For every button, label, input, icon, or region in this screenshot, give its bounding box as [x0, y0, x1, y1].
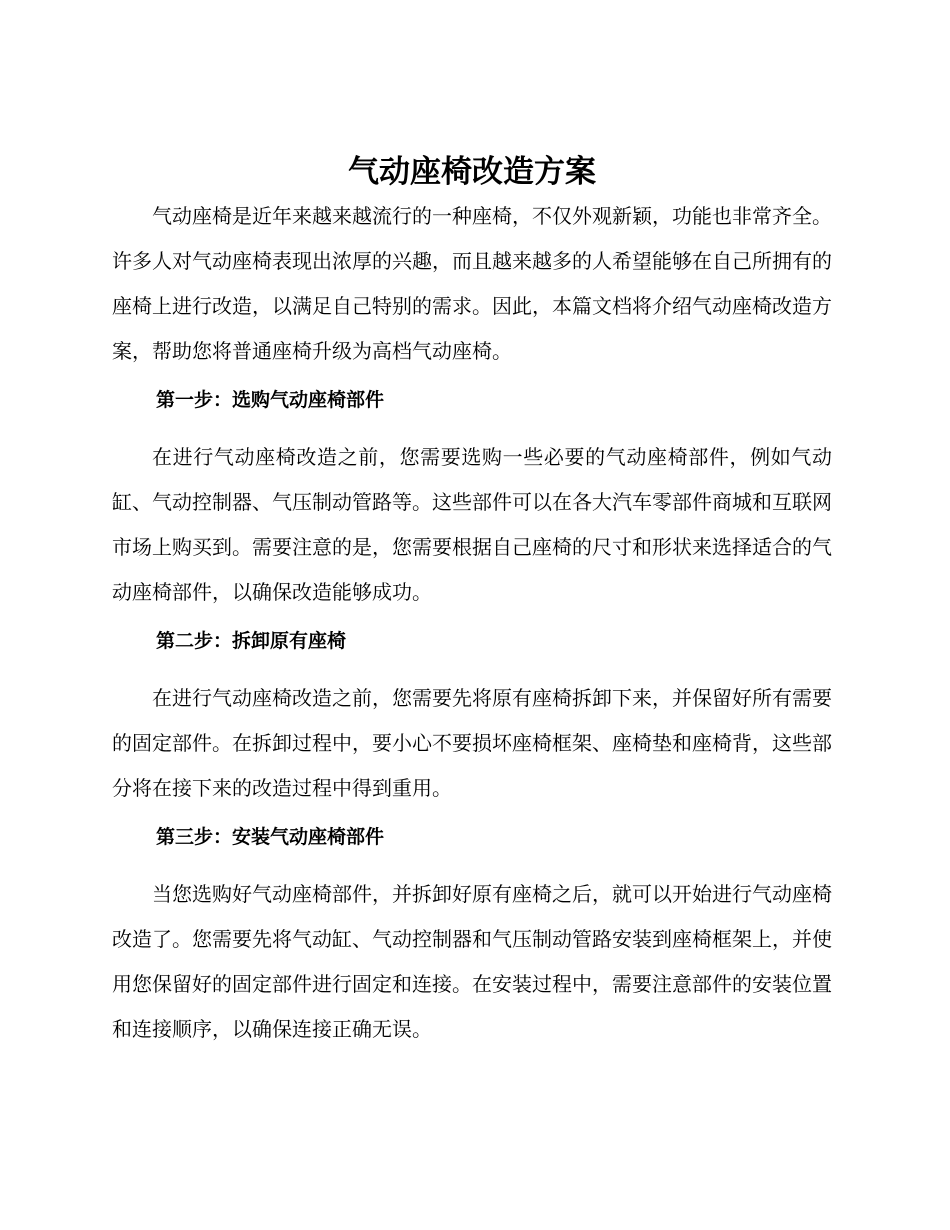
document-page: [112, 150, 832, 1052]
section-2-heading: 第二步：拆卸原有座椅: [156, 630, 347, 652]
intro-paragraph: 气动座椅是近年来越来越流行的一种座椅，不仅外观新颖，功能也非常齐全。许多人对气动座椅表现出浓厚的兴趣，而且越来越多的人希望能够在自己所拥有的座椅上进行改造，以满足自己特别的需求。因此，本篇文档将介绍气动座椅改造方案，帮助您将普通座椅升级为高档气动座椅。: [112, 204, 832, 363]
document-title: 气动座椅改造方案: [348, 154, 596, 190]
section-2-body: 在进行气动座椅改造之前，您需要先将原有座椅拆卸下来，并保留好所有需要的固定部件。在拆卸过程中，要小心不要损坏座椅框架、座椅垫和座椅背，这些部分将在接下来的改造过程中得到重用。: [112, 686, 832, 800]
section-3-body: 当您选购好气动座椅部件，并拆卸好原有座椅之后，就可以开始进行气动座椅改造了。您需要先将气动缸、气动控制器和气压制动管路安装到座椅框架上，并使用您保留好的固定部件进行固定和连接。在安装过程中，需要注意部件的安装位置和连接顺序，以确保连接正确无误。: [112, 882, 832, 1041]
section-1-body: 在进行气动座椅改造之前，您需要选购一些必要的气动座椅部件，例如气动缸、气动控制器、气压制动管路等。这些部件可以在各大汽车零部件商城和互联网市场上购买到。需要注意的是，您需要根据自己座椅的尺寸和形状来选择适合的气动座椅部件，以确保改造能够成功。: [112, 445, 832, 604]
section-3-heading: 第三步：安装气动座椅部件: [156, 826, 385, 848]
section-1-heading: 第一步：选购气动座椅部件: [156, 389, 385, 411]
